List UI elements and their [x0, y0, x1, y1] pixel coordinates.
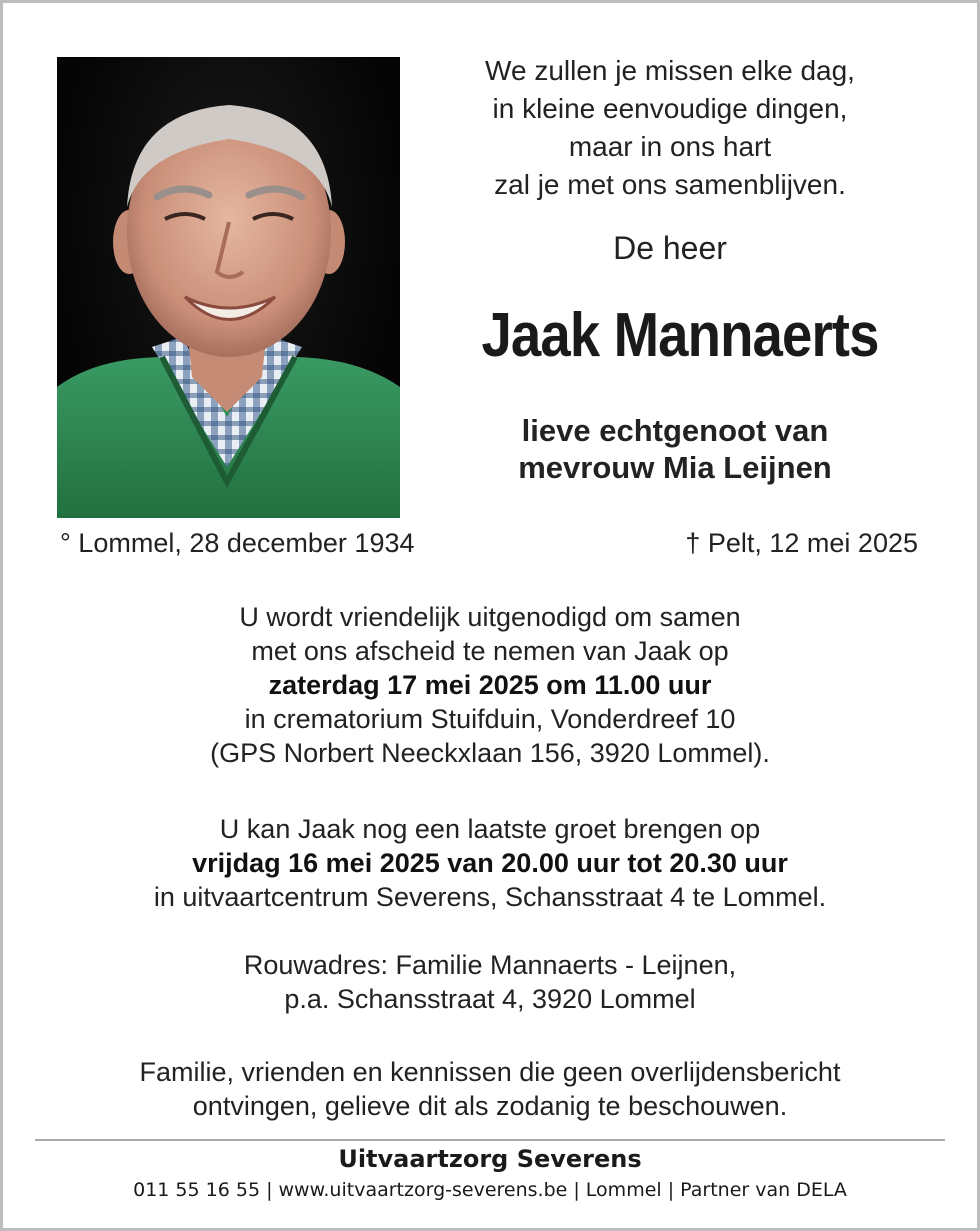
deceased-name: Jaak Mannaerts: [481, 301, 879, 370]
poem-line: zal je met ons samenblijven.: [494, 169, 846, 200]
ceremony-line: met ons afscheid te nemen van Jaak op: [251, 636, 729, 666]
address-block: [0, 948, 980, 1016]
notice-line: Familie, vrienden en kennissen die geen overlijdensbericht: [139, 1057, 841, 1087]
relation: [420, 412, 930, 486]
portrait-illustration: [57, 57, 400, 518]
poem: [420, 52, 920, 204]
poem-line: maar in ons hart: [568, 131, 772, 162]
visitation-line: U kan Jaak nog een laatste groet brengen op: [219, 814, 761, 844]
honorific-title: De heer: [613, 230, 727, 266]
address-line: p.a. Schansstraat 4, 3920 Lommel: [284, 984, 696, 1014]
notice-line: ontvingen, gelieve dit als zodanig te beschouwen.: [192, 1091, 788, 1121]
address-line: Rouwadres: Familie Mannaerts - Leijnen,: [243, 950, 737, 980]
ceremony-gps: (GPS Norbert Neeckxlaan 156, 3920 Lommel).: [210, 738, 770, 768]
relation-line: lieve echtgenoot van: [521, 413, 829, 448]
poem-line: We zullen je missen elke dag,: [485, 55, 855, 86]
notice-block: [0, 1055, 980, 1123]
ceremony-location: in crematorium Stuifduin, Vonderdreef 10: [244, 704, 736, 734]
poem-line: in kleine eenvoudige dingen,: [492, 93, 848, 124]
visitation-block: [0, 812, 980, 914]
ceremony-block: [0, 600, 980, 770]
ceremony-date: zaterdag 17 mei 2025 om 11.00 uur: [268, 670, 712, 700]
portrait-photo: [57, 57, 400, 518]
ceremony-line: U wordt vriendelijk uitgenodigd om samen: [239, 602, 741, 632]
funeral-home-name: Uitvaartzorg Severens: [338, 1145, 642, 1173]
footer-divider: [35, 1139, 945, 1141]
relation-line: mevrouw Mia Leijnen: [518, 450, 832, 485]
death-info: † Pelt, 12 mei 2025: [685, 528, 918, 558]
visitation-location: in uitvaartcentrum Severens, Schansstraat 4 te Lommel.: [153, 882, 827, 912]
birth-info: ° Lommel, 28 december 1934: [60, 528, 415, 558]
visitation-date: vrijdag 16 mei 2025 van 20.00 uur tot 20.30 uur: [192, 848, 788, 878]
funeral-home-contact: 011 55 16 55 | www.uitvaartzorg-severens.be | Lommel | Partner van DELA: [133, 1179, 847, 1201]
